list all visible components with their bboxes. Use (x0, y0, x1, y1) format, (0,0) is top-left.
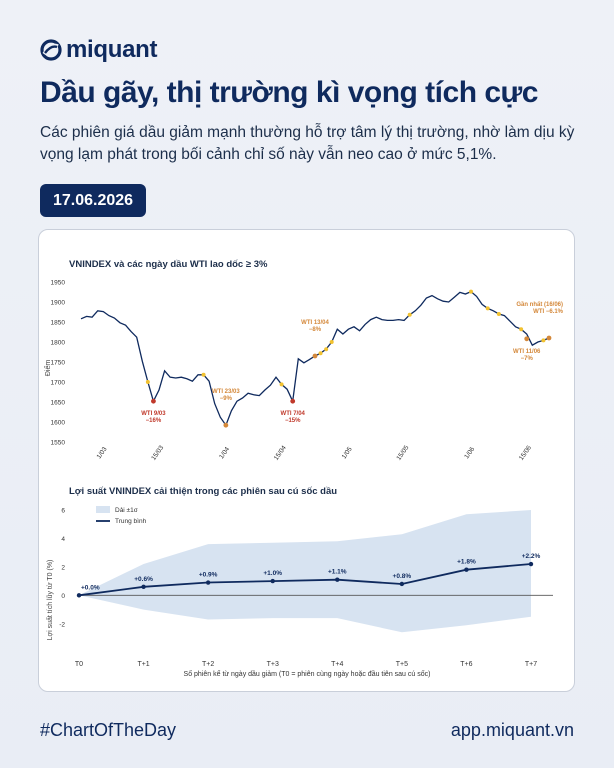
bottom-xtick-label: T+6 (460, 661, 473, 668)
legend-swatch-band (96, 506, 110, 513)
page-title: Dầu gãy, thị trường kì vọng tích cực (40, 76, 538, 109)
top-ytick-label: 1750 (50, 359, 65, 367)
bottom-xtick-label: T+4 (331, 661, 344, 668)
footer-hashtag: #ChartOfTheDay (40, 720, 177, 740)
mean-point (206, 580, 210, 584)
bottom-ytick-label: 4 (61, 535, 65, 543)
mean-data-label: +0.0% (81, 584, 100, 592)
bottom-ytick-label: 6 (61, 507, 65, 515)
vnindex-chart (44, 259, 564, 462)
mean-data-label: +0.9% (198, 571, 218, 579)
top-xtick-label: 15/03 (150, 444, 166, 462)
event-marker (151, 399, 156, 404)
top-xtick-label: 15/06 (517, 444, 534, 462)
top-ytick-label: 1650 (50, 399, 65, 407)
event-sublabel: −8% (308, 327, 322, 333)
highlight-point (280, 382, 284, 386)
mean-data-label: +0.8% (392, 572, 412, 580)
event-marker (290, 399, 295, 404)
bottom-xtick-label: T0 (74, 661, 84, 668)
event-label: WTI 9/03 (141, 411, 166, 418)
footer-url-link[interactable]: app.miquant.vn (450, 720, 574, 740)
mean-point (529, 562, 533, 566)
mean-data-label: +1.0% (263, 570, 283, 578)
mean-data-label: +1.8% (457, 558, 476, 566)
brand-name: miquant (66, 36, 158, 63)
top-xtick-label: 1/06 (463, 445, 477, 461)
highlight-point (319, 351, 323, 355)
event-marker (547, 336, 552, 341)
bottom-xtick-label: T+2 (202, 661, 215, 668)
top-ytick-label: 1600 (50, 419, 65, 427)
top-xtick-label: 1/03 (95, 445, 109, 461)
top-xtick-label: 1/05 (340, 445, 354, 461)
top-ytick-label: 1850 (50, 319, 65, 327)
mean-point (464, 568, 468, 572)
event-label: WTI 23/03 (212, 389, 240, 396)
event-label: Gần nhất (16/06) (516, 302, 563, 308)
bottom-chart-title: Lợi suất VNINDEX cải thiện trong các phiên sau cú sốc dầu (69, 486, 338, 497)
bottom-xtick-label: T+1 (137, 661, 150, 668)
highlight-point (469, 290, 473, 294)
charts-svg (39, 230, 574, 691)
bottom-chart-ylabel: Lợi suất tích lũy từ T0 (%) (47, 559, 54, 641)
event-label: WTI 13/04 (301, 320, 329, 326)
legend-label-mean: Trung bình (115, 518, 147, 525)
page-subtitle: Các phiên giá dầu giảm mạnh thường hỗ trợ tâm lý thị trường, nhờ làm dịu kỳ vọng lạm phát trong bối cảnh chỉ số này vẫn neo cao ở mức 5,1%. (40, 124, 575, 163)
top-ytick-label: 1900 (50, 299, 65, 307)
vnindex-series-line (81, 292, 549, 426)
top-ytick-label: 1800 (50, 339, 65, 347)
top-chart-ylabel: Điểm (45, 359, 52, 377)
bottom-ytick-label: 0 (61, 592, 65, 600)
highlight-point (486, 306, 490, 310)
bottom-ytick-label: 2 (61, 564, 65, 572)
mean-point (77, 593, 81, 597)
legend (96, 506, 147, 525)
highlight-point (324, 347, 328, 351)
event-marker (524, 336, 529, 341)
top-chart-title: VNINDEX và các ngày dầu WTI lao dốc ≥ 3% (69, 259, 268, 270)
event-label: WTI 11/06 (513, 348, 541, 355)
highlight-point (497, 312, 501, 316)
brand-logo (40, 36, 157, 64)
event-marker (313, 354, 318, 359)
mean-point (335, 577, 339, 581)
highlight-point (541, 338, 545, 342)
highlight-point (519, 327, 523, 331)
top-xtick-label: 15/05 (395, 444, 411, 462)
top-ytick-label: 1950 (50, 279, 65, 287)
top-xtick-label: 1/04 (218, 445, 232, 461)
bottom-ytick-label: -2 (59, 621, 65, 629)
highlight-point (408, 313, 412, 317)
mean-data-label: +1.1% (327, 568, 347, 576)
top-xtick-label: 15/04 (272, 444, 288, 462)
mean-point (141, 585, 145, 589)
bottom-chart-xlabel: Số phiên kể từ ngày dầu giảm (T0 = phiên cùng ngày hoặc đầu tiên sau cú sốc) (183, 671, 431, 678)
mean-data-label: +0.6% (134, 575, 153, 583)
returns-chart (45, 486, 553, 678)
top-ytick-label: 1700 (50, 379, 65, 387)
event-label: WTI 7/04 (280, 411, 305, 418)
highlight-point (330, 340, 334, 344)
highlight-point (202, 373, 206, 377)
mean-data-label: +2.2% (521, 553, 541, 561)
miquant-logo-icon (40, 39, 62, 61)
event-sublabel: −16% (145, 418, 162, 425)
event-marker (223, 423, 228, 428)
top-ytick-label: 1550 (50, 439, 65, 447)
legend-label-band: Dải ±1σ (115, 507, 138, 514)
date-badge: 17.06.2026 (40, 184, 146, 217)
chart-card (38, 229, 575, 692)
mean-point (400, 582, 404, 586)
mean-point (271, 579, 275, 583)
event-sublabel: −15% (284, 418, 301, 425)
event-sublabel: −9% (219, 396, 232, 403)
highlight-point (146, 380, 150, 384)
event-sublabel: −7% (520, 355, 533, 362)
bottom-xtick-label: T+7 (524, 661, 538, 668)
bottom-xtick-label: T+3 (266, 661, 279, 668)
bottom-xtick-label: T+5 (395, 661, 408, 668)
event-sublabel: WTI −6.1% (533, 309, 563, 315)
